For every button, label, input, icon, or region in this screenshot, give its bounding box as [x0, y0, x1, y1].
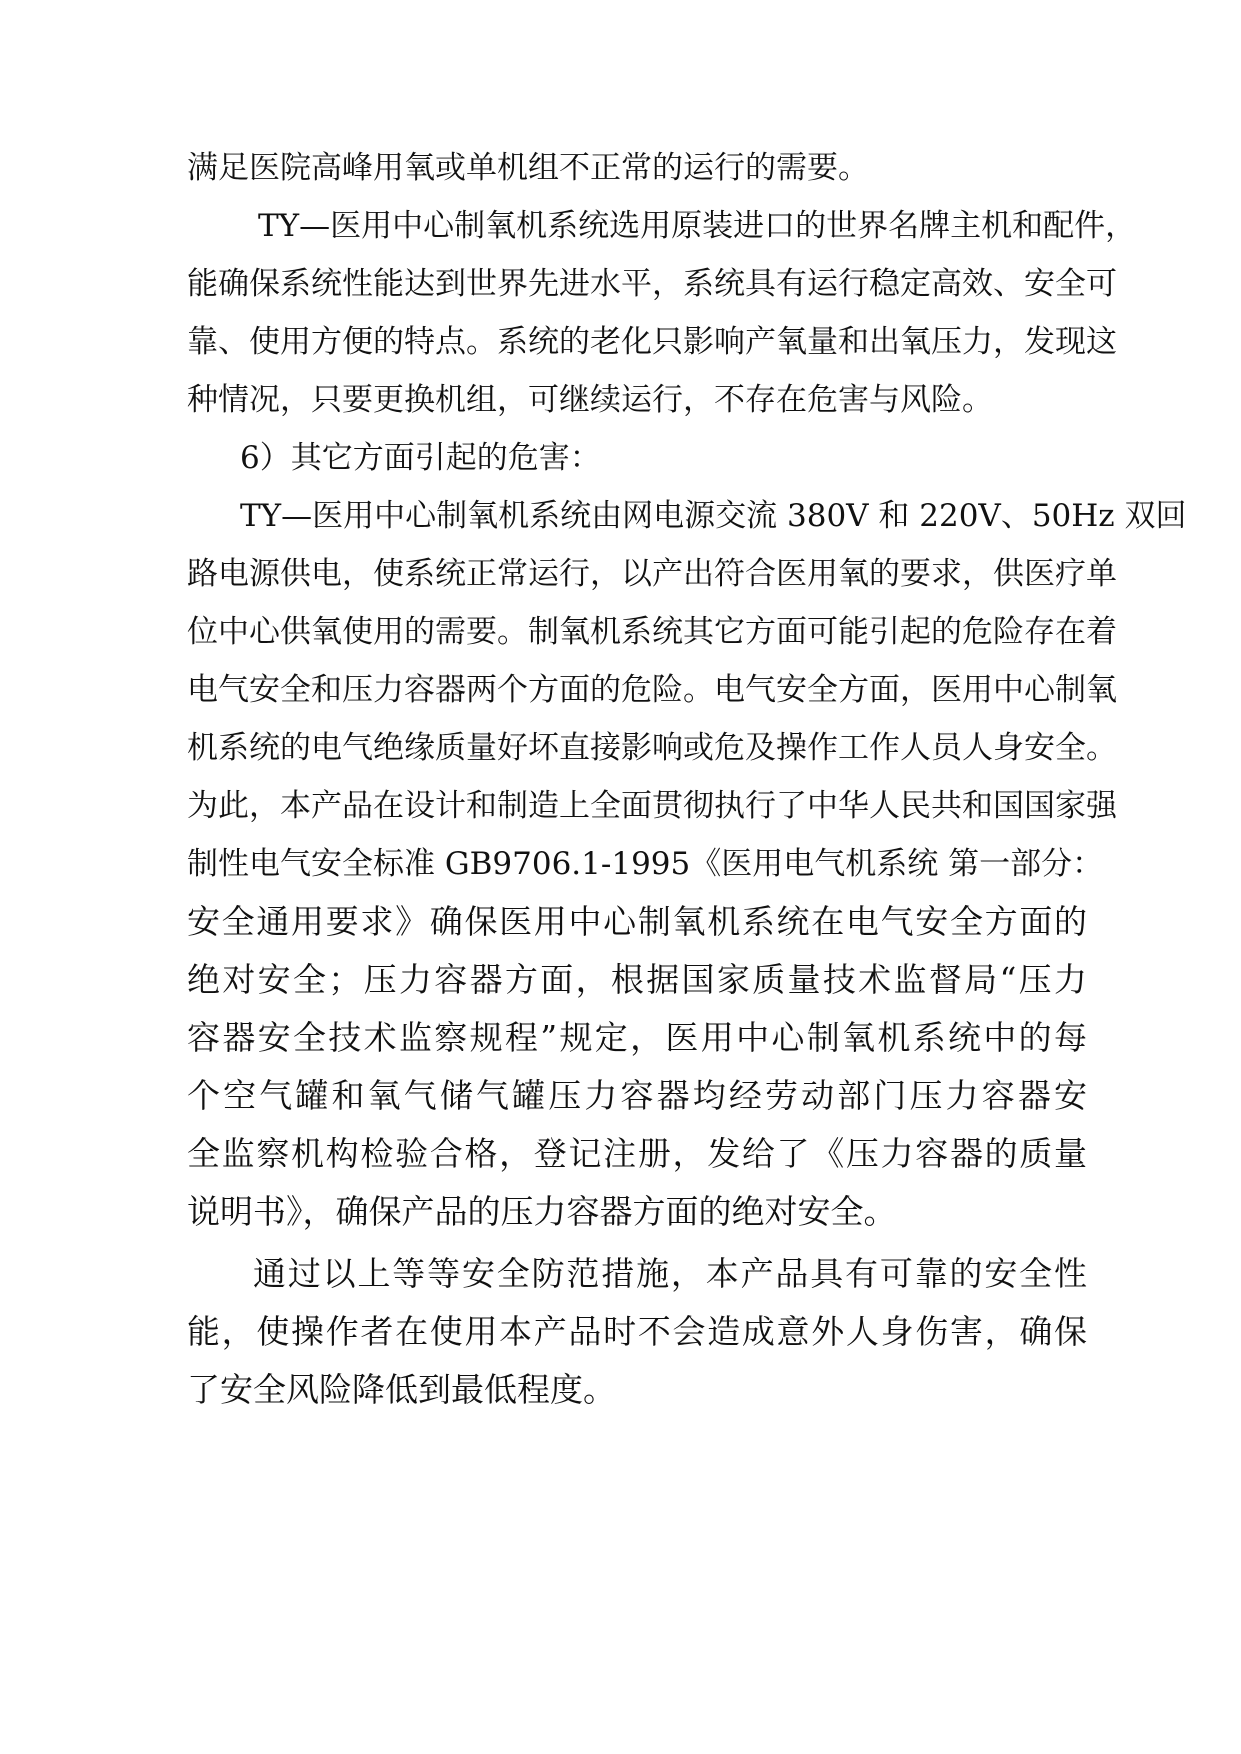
text-line-8: 路电源供电，使系统正常运行，以产出符合医用氧的要求，供医疗单 — [187, 556, 1117, 592]
text-line-3: 能确保系统性能达到世界先进水平，系统具有运行稳定高效、安全可 — [187, 266, 1117, 302]
text-line-14: 安全通用要求》确保医用中心制氧机系统在电气安全方面的 — [187, 902, 1087, 941]
text-line-2: TY—医用中心制氧机系统选用原装进口的世界名牌主机和配件， — [258, 208, 1137, 244]
text-line-10: 电气安全和压力容器两个方面的危险。电气安全方面，医用中心制氧 — [187, 672, 1117, 708]
text-line-5: 种情况，只要更换机组，可继续运行，不存在危害与风险。 — [187, 382, 993, 418]
text-line-11: 机系统的电气绝缘质量好坏直接影响或危及操作工作人员人身安全。 — [187, 730, 1117, 766]
text-line-12: 为此，本产品在设计和制造上全面贯彻执行了中华人民共和国国家强 — [187, 788, 1117, 824]
text-line-19: 说明书》，确保产品的压力容器方面的绝对安全。 — [187, 1192, 897, 1231]
text-line-22: 了安全风险降低到最低程度。 — [187, 1370, 616, 1409]
text-line-18: 全监察机构检验合格，登记注册，发给了《压力容器的质量 — [187, 1134, 1087, 1173]
text-line-7: TY—医用中心制氧机系统由网电源交流 380V 和 220V、50Hz 双回 — [240, 498, 1187, 534]
text-line-20: 通过以上等等安全防范措施，本产品具有可靠的安全性 — [253, 1254, 1087, 1293]
text-line-15: 绝对安全；压力容器方面，根据国家质量技术监督局“压力 — [187, 960, 1087, 999]
text-line-16: 容器安全技术监察规程”规定，医用中心制氧机系统中的每 — [187, 1018, 1087, 1057]
text-line-13: 制性电气安全标准 GB9706.1-1995《医用电气机系统 第一部分： — [187, 846, 1104, 882]
text-line-21: 能，使操作者在使用本产品时不会造成意外人身伤害，确保 — [187, 1312, 1087, 1351]
text-line-4: 靠、使用方便的特点。系统的老化只影响产氧量和出氧压力，发现这 — [187, 324, 1117, 360]
text-line-9: 位中心供氧使用的需要。制氧机系统其它方面可能引起的危险存在着 — [187, 614, 1117, 650]
text-line-17: 个空气罐和氧气储气罐压力容器均经劳动部门压力容器安 — [187, 1076, 1087, 1115]
text-line-1: 满足医院高峰用氧或单机组不正常的运行的需要。 — [187, 150, 869, 186]
section-heading: 6）其它方面引起的危害： — [240, 440, 601, 476]
